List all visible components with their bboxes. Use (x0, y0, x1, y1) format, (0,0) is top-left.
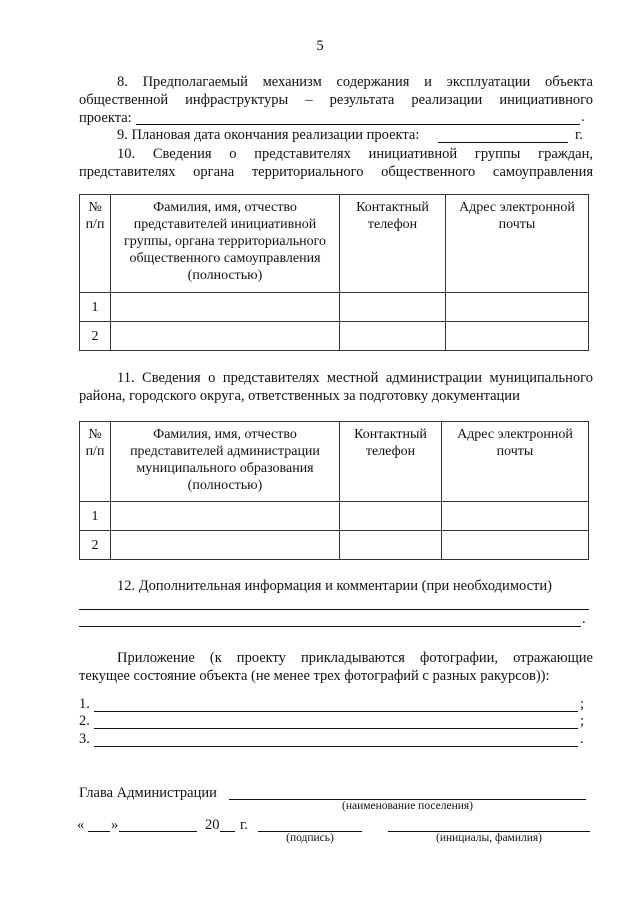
page-number: 5 (316, 38, 324, 54)
table-row (80, 293, 589, 322)
cell-email[interactable] (446, 293, 589, 322)
item-10-line2: представителях органа территориального общественного самоуправления (79, 164, 593, 180)
appendix-item-number: 3. (79, 731, 90, 747)
row-number: 2 (80, 322, 111, 351)
cell-full-name[interactable] (111, 322, 340, 351)
cell-phone[interactable] (340, 502, 442, 531)
item-12-line-2[interactable] (79, 626, 581, 627)
table-row (80, 502, 589, 531)
cell-email[interactable] (442, 531, 589, 560)
date-open-quote: « (77, 817, 85, 833)
representatives-table-1 (79, 194, 589, 351)
item-11-line1: 11. Сведения о представителях местной администрации муниципального (117, 370, 593, 386)
item-8-fill-line[interactable] (136, 124, 580, 125)
row-number: 1 (80, 293, 111, 322)
year-suffix: г. (240, 817, 248, 833)
appendix (79, 649, 593, 685)
item-11 (79, 369, 593, 405)
item-8-end: . (581, 109, 585, 125)
row-number: 1 (80, 502, 111, 531)
appendix-item-end: . (580, 731, 584, 747)
item-8-line2: общественной инфраструктуры – результата реализации инициативного (79, 92, 593, 108)
head-of-administration-label: Глава Администрации (79, 785, 217, 801)
item-12-line-1[interactable] (79, 609, 589, 610)
col-number: № п/п (80, 422, 111, 502)
initials-surname-caption: (инициалы, фамилия) (435, 832, 543, 844)
date-month-line[interactable] (119, 831, 197, 832)
appendix-item-line[interactable] (94, 728, 578, 729)
cell-phone[interactable] (340, 322, 446, 351)
signature-caption: (подпись) (286, 832, 334, 844)
cell-full-name[interactable] (111, 293, 340, 322)
item-10 (79, 145, 593, 181)
col-phone: Контактный телефон (340, 422, 442, 502)
col-full-name: Фамилия, имя, отчество представителей инициативной группы, органа территориального общественного самоуправления (полностью) (111, 195, 340, 293)
cell-full-name[interactable] (111, 502, 340, 531)
table-row (80, 531, 589, 560)
item-9-date-line[interactable] (438, 142, 568, 143)
col-phone: Контактный телефон (340, 195, 446, 293)
appendix-line1: Приложение (к проекту прикладываются фотографии, отражающие (117, 650, 593, 666)
representatives-table-2 (79, 421, 589, 560)
appendix-item-number: 2. (79, 713, 90, 729)
cell-email[interactable] (442, 502, 589, 531)
date-day-line[interactable] (88, 831, 110, 832)
table-row (80, 322, 589, 351)
row-number: 2 (80, 531, 111, 560)
col-email: Адрес электронной почты (442, 422, 589, 502)
date-year-line[interactable] (220, 831, 235, 832)
appendix-line2: текущее состояние объекта (не менее трех фотографий с разных ракурсов)): (79, 668, 550, 684)
item-8 (79, 73, 593, 127)
item-8-label: проекта: (79, 110, 132, 126)
item-12-label: 12. Дополнительная информация и комментарии (при необходимости) (117, 578, 552, 594)
cell-full-name[interactable] (111, 531, 340, 560)
table-header-row (80, 195, 589, 293)
col-email: Адрес электронной почты (446, 195, 589, 293)
year-prefix: 20 (205, 817, 220, 833)
item-12-end: . (582, 611, 586, 627)
item-10-line1: 10. Сведения о представителях инициативной группы граждан, (117, 146, 593, 162)
appendix-item-end: ; (580, 696, 585, 712)
appendix-item-line[interactable] (94, 746, 578, 747)
table-header-row (80, 422, 589, 502)
col-full-name: Фамилия, имя, отчество представителей администрации муниципального образования (полностью) (111, 422, 340, 502)
item-9-suffix: г. (575, 127, 583, 143)
item-11-line2: района, городского округа, ответственных за подготовку документации (79, 388, 520, 404)
cell-email[interactable] (446, 322, 589, 351)
item-8-line1: 8. Предполагаемый механизм содержания и эксплуатации объекта (117, 74, 593, 90)
settlement-caption: (наименование поселения) (341, 800, 473, 812)
cell-phone[interactable] (340, 531, 442, 560)
appendix-item-end: ; (580, 713, 585, 729)
appendix-item-number: 1. (79, 696, 90, 712)
date-close-quote: » (111, 817, 119, 833)
col-number: № п/п (80, 195, 111, 293)
cell-phone[interactable] (340, 293, 446, 322)
appendix-item-line[interactable] (94, 711, 578, 712)
item-9-label: 9. Плановая дата окончания реализации проекта: (117, 127, 420, 143)
